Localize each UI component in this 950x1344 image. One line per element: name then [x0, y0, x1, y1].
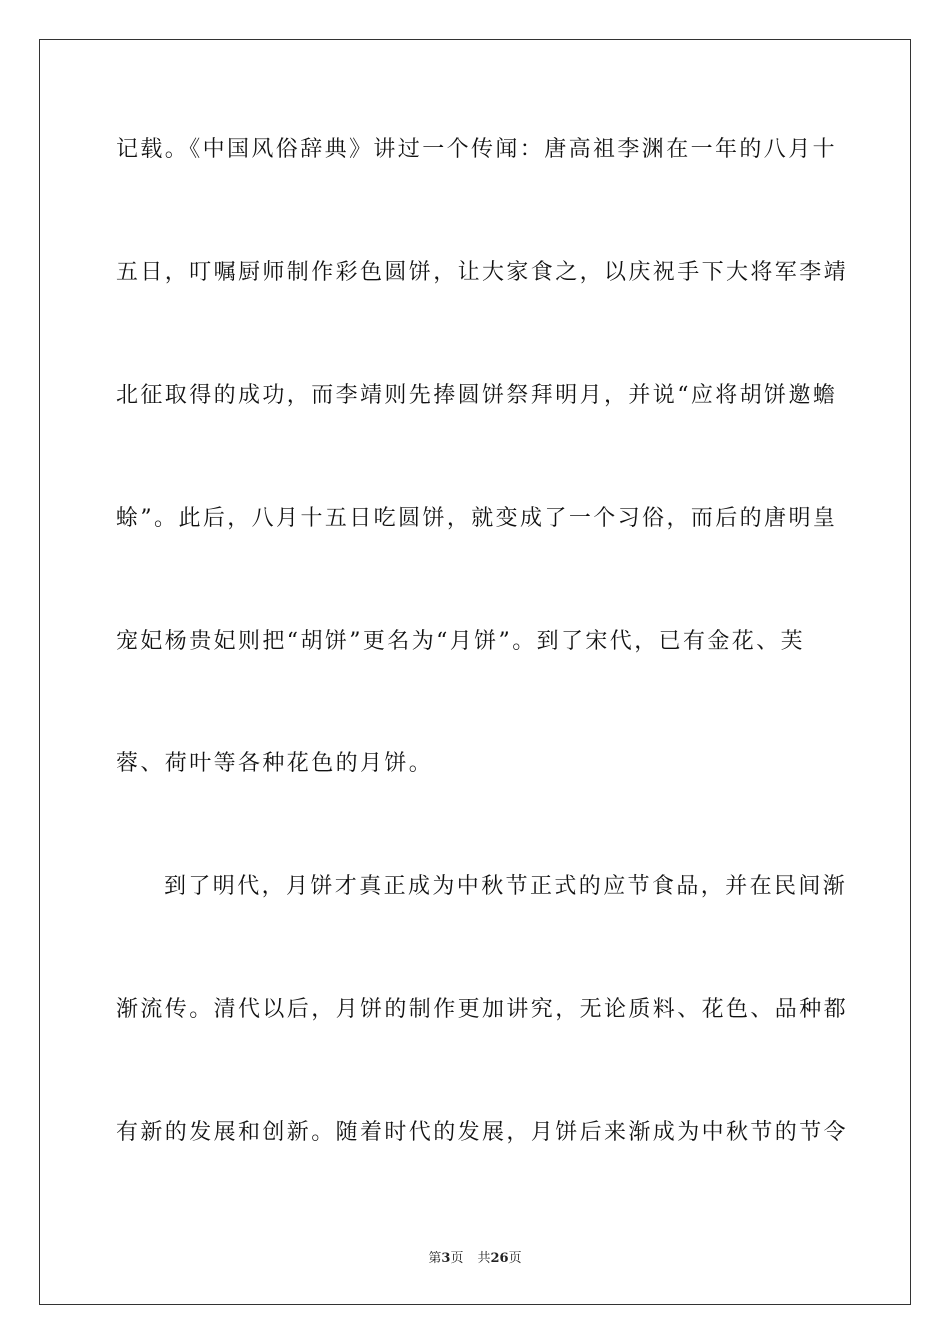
- text-line-6: 蓉、荷叶等各种花色的月饼。: [116, 751, 434, 776]
- text-line-3: 北征取得的成功，而李靖则先捧圆饼祭拜明月，并说“应将胡饼邀蟾: [116, 383, 838, 408]
- text-line-2: 五日，叮嘱厨师制作彩色圆饼，让大家食之，以庆祝手下大将军李靖: [116, 260, 849, 285]
- text-line-1: 记载。《中国风俗辞典》讲过一个传闻：唐高祖李渊在一年的八月十: [116, 137, 838, 162]
- total-unit: 页: [508, 1251, 522, 1266]
- page-unit: 页: [450, 1251, 464, 1266]
- text-line-4: 蜍”。此后，八月十五日吃圆饼，就变成了一个习俗，而后的唐明皇: [116, 506, 838, 531]
- text-line-7-paragraph-start: 到了明代，月饼才真正成为中秋节正式的应节食品，并在民间渐: [164, 874, 848, 899]
- text-line-5: 宠妃杨贵妃则把“胡饼”更名为“月饼”。到了宋代，已有金花、芙: [116, 629, 805, 654]
- text-line-9: 有新的发展和创新。随着时代的发展，月饼后来渐成为中秋节的节令: [116, 1120, 849, 1145]
- current-page-number: 3: [441, 1251, 451, 1266]
- page-prefix: 第: [428, 1251, 442, 1266]
- text-line-8: 渐流传。清代以后，月饼的制作更加讲究，无论质料、花色、品种都: [116, 997, 849, 1022]
- page-number-footer: [0, 1247, 950, 1266]
- total-prefix: 共: [477, 1251, 491, 1266]
- total-page-count: 26: [490, 1251, 509, 1266]
- page-border: [39, 39, 911, 1305]
